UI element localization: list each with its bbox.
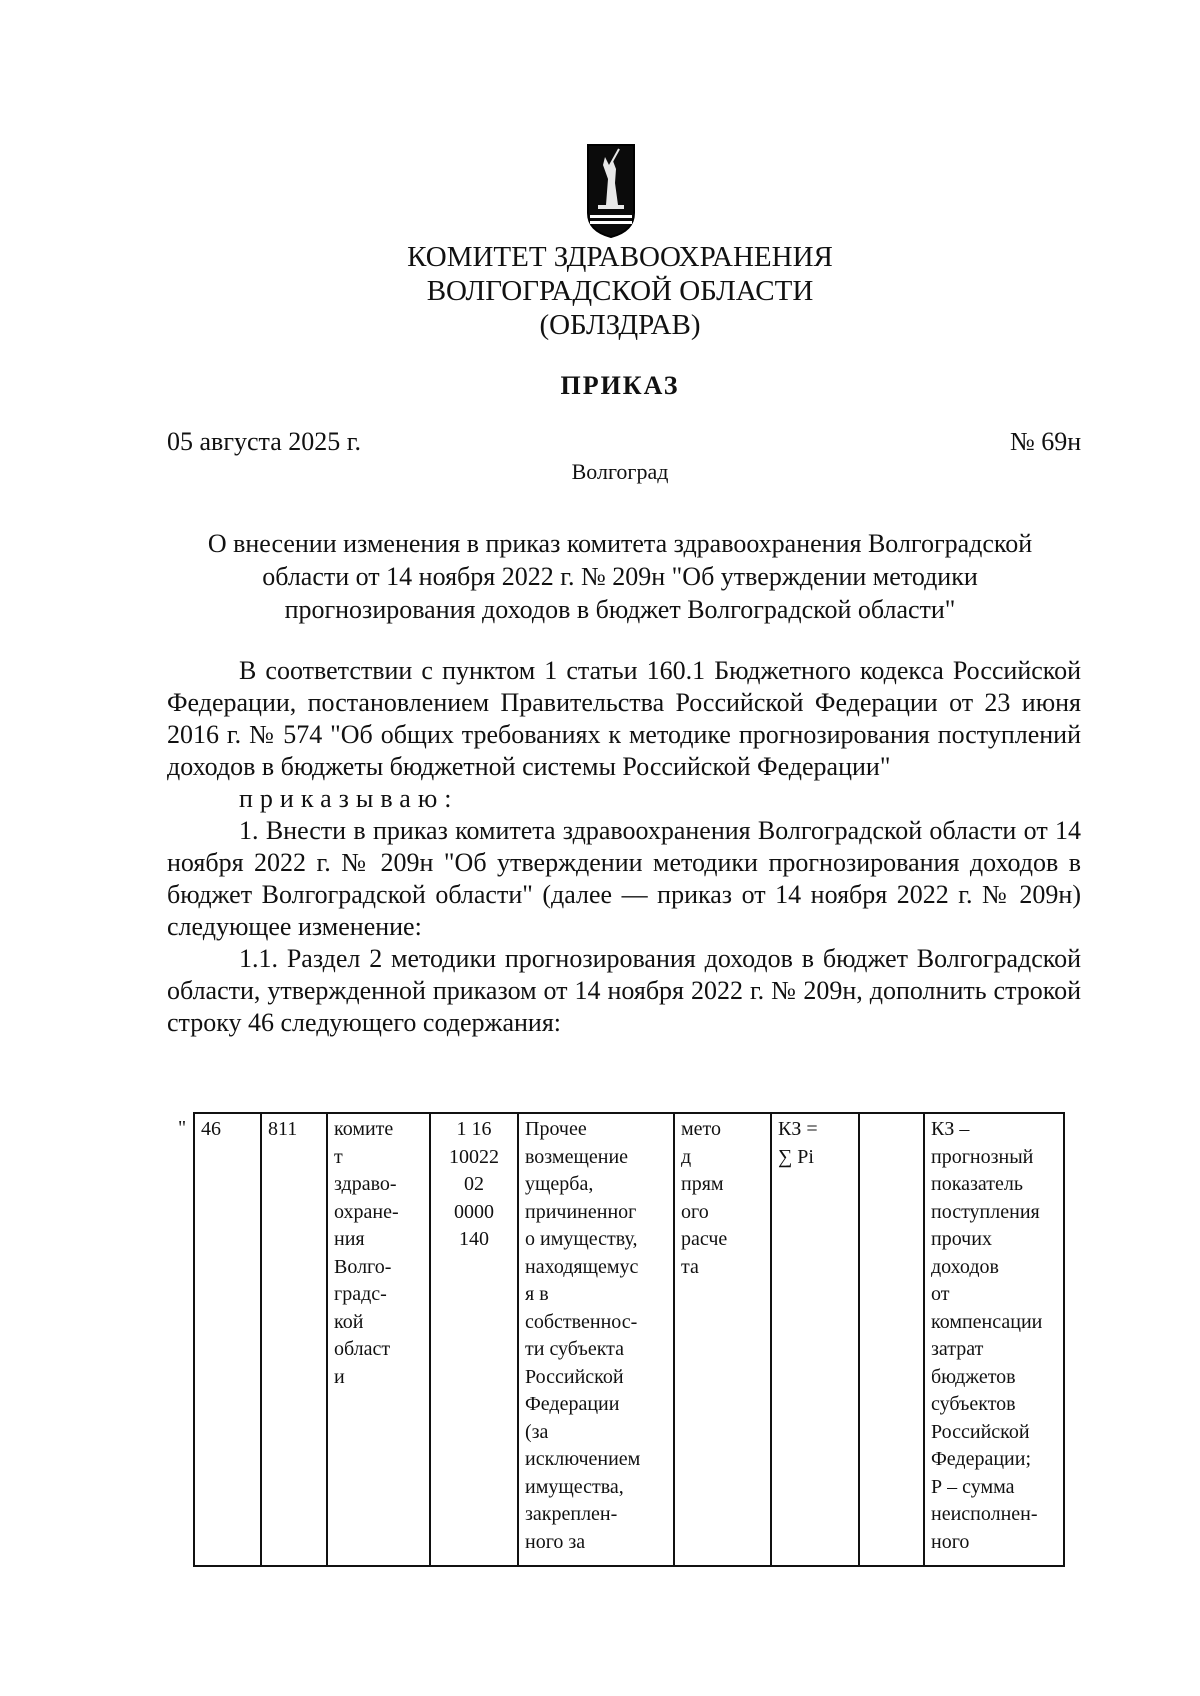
admin-line: т	[334, 1145, 343, 1168]
cell-row-number	[194, 1113, 261, 1566]
cell-calc-method	[674, 1113, 771, 1566]
description-line: поступления	[931, 1200, 1040, 1223]
method-line: ого	[681, 1200, 709, 1223]
document-date: 05 августа 2025 г.	[167, 427, 361, 456]
method-line: д	[681, 1145, 692, 1168]
org-line-2: ВОЛГОГРАДСКОЙ ОБЛАСТИ	[426, 275, 814, 307]
description-line: показатель	[931, 1173, 1023, 1195]
cell-administrator	[327, 1113, 430, 1566]
name-line: Федерации	[525, 1393, 620, 1415]
admin-line: комите	[334, 1118, 394, 1140]
kbk-line: 140	[459, 1228, 489, 1250]
subject-line-3: прогнозирования доходов в бюджет Волгоградской области"	[284, 595, 956, 624]
admin-line: Волго-	[334, 1255, 392, 1278]
name-line: ного за	[525, 1530, 586, 1553]
admin-line: и	[334, 1365, 345, 1388]
description-line: Р – сумма	[931, 1475, 1015, 1498]
document-number: № 69н	[1010, 427, 1082, 456]
cell-description	[924, 1113, 1064, 1566]
description-line: бюджетов	[931, 1365, 1016, 1388]
description-line: прочих	[931, 1228, 992, 1250]
document-type-title: ПРИКАЗ	[560, 371, 680, 400]
amendment-table	[193, 1112, 1065, 1567]
org-line-1: КОМИТЕТ ЗДРАВООХРАНЕНИЯ	[407, 241, 833, 273]
formula-line: КЗ =	[778, 1118, 818, 1140]
admin-line: област	[334, 1338, 391, 1360]
name-line: находящемус	[525, 1255, 639, 1278]
name-line: о имуществу,	[525, 1228, 638, 1250]
method-line: мето	[681, 1118, 722, 1140]
cell-admin-code	[261, 1113, 327, 1566]
cell-formula	[771, 1113, 859, 1566]
subject-line-2: области от 14 ноября 2022 г. № 209н "Об утверждении методики	[262, 562, 978, 591]
admin-line: охране-	[334, 1200, 399, 1223]
description-line: компенсации	[931, 1310, 1043, 1333]
organization-header	[300, 240, 940, 342]
row-number-text: 46	[201, 1118, 221, 1140]
name-line: собственнос-	[525, 1310, 638, 1333]
name-line: ущерба,	[525, 1173, 594, 1195]
name-line: возмещение	[525, 1145, 629, 1168]
cell-kbk-code	[430, 1113, 518, 1566]
kbk-line: 10022	[449, 1145, 499, 1168]
preamble-paragraph: В соответствии с пунктом 1 статьи 160.1 Бюджетного кодекса Российской Федерации, постановлением Правительства Российской Федерации от 23 июня 2016 г. № 574 "Об общих требованиях к методике прогнозирования поступлений доходов в бюджеты бюджетной системы Российской Федерации"	[167, 656, 1081, 781]
cell-revenue-name	[518, 1113, 674, 1566]
document-body	[167, 655, 1081, 1039]
name-line: исключением	[525, 1448, 641, 1470]
description-line: Российской	[931, 1420, 1030, 1443]
item-1-paragraph: 1. Внести в приказ комитета здравоохранения Волгоградской области от 14 ноября 2022 г. № 209н "Об утверждении методики прогнозирования доходов в бюджет Волгоградской области" (далее — приказ от 14 ноября 2022 г. № 209н) следующее изменение:	[167, 816, 1081, 941]
description-line: доходов	[931, 1255, 999, 1278]
table-open-quote: "	[178, 1117, 187, 1139]
description-line: неисполнен-	[931, 1503, 1038, 1525]
admin-line: здраво-	[334, 1173, 397, 1195]
kbk-line: 02	[464, 1173, 484, 1195]
document-city: Волгоград	[571, 459, 669, 484]
name-line: ти субъекта	[525, 1338, 625, 1360]
formula-line: ∑ Pi	[778, 1145, 814, 1168]
admin-line: ния	[334, 1228, 365, 1250]
name-line: причиненног	[525, 1200, 637, 1223]
subject-line-1: О внесении изменения в приказ комитета здравоохранения Волгоградской	[207, 529, 1033, 558]
kbk-line: 0000	[454, 1200, 494, 1223]
description-line: КЗ –	[931, 1118, 970, 1140]
description-line: субъектов	[931, 1393, 1016, 1415]
order-word: приказываю:	[239, 784, 459, 813]
description-line: от	[931, 1283, 950, 1305]
kbk-line: 1 16	[456, 1118, 492, 1140]
admin-line: градс-	[334, 1283, 387, 1305]
method-line: та	[681, 1255, 699, 1278]
cell-empty	[859, 1113, 924, 1566]
description-line: прогнозный	[931, 1145, 1034, 1168]
name-line: Российской	[525, 1365, 624, 1388]
description-line: ного	[931, 1530, 970, 1553]
method-line: расче	[681, 1228, 728, 1250]
description-line: затрат	[931, 1338, 984, 1360]
table-row	[194, 1113, 1064, 1566]
name-line: (за	[525, 1420, 549, 1443]
coat-of-arms-emblem	[586, 143, 636, 239]
description-line: Федерации;	[931, 1448, 1032, 1470]
admin-line: кой	[334, 1310, 364, 1333]
name-line: закреплен-	[525, 1503, 618, 1525]
document-subject	[160, 527, 1080, 626]
name-line: имущества,	[525, 1475, 624, 1498]
name-line: я в	[525, 1283, 549, 1305]
name-line: Прочее	[525, 1118, 587, 1140]
admin-code-text: 811	[268, 1118, 298, 1140]
org-line-3: (ОБЛЗДРАВ)	[539, 309, 701, 341]
method-line: прям	[681, 1173, 724, 1195]
item-1-1-paragraph: 1.1. Раздел 2 методики прогнозирования доходов в бюджет Волгоградской области, утвержденной приказом от 14 ноября 2022 г. № 209н, дополнить строкой строку 46 следующего содержания:	[167, 944, 1081, 1037]
